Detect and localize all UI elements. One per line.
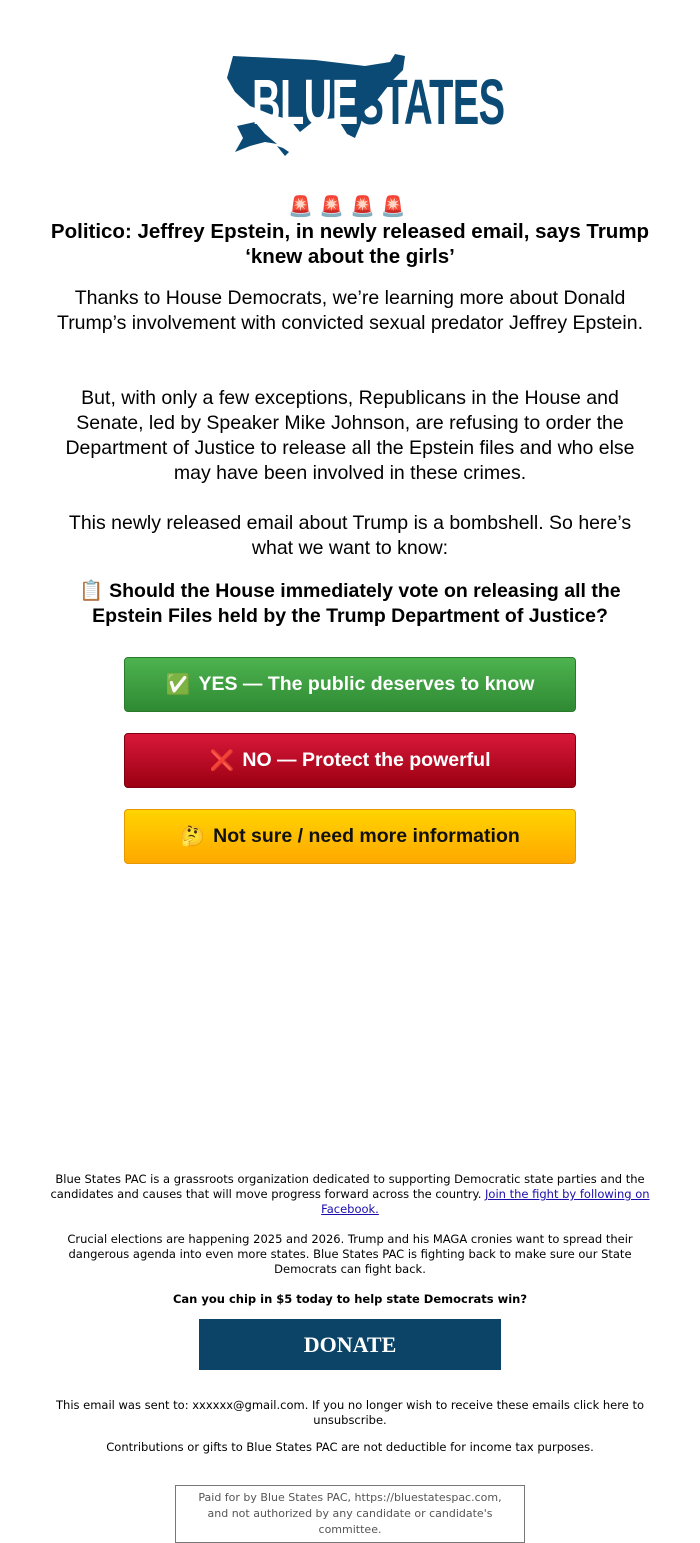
paid-for-box [175, 1485, 525, 1543]
logo-text-blue: BLUE [252, 66, 358, 138]
paragraph-2: But, with only a few exceptions, Republicans in the House and Senate, led by Speaker Mike Johnson, are refusing to order the Department of Justice to release all the Epstein files and who else may have been involved in these crimes. [65, 387, 635, 484]
logo-text-states: STATES [357, 66, 505, 138]
no-button[interactable] [124, 733, 576, 788]
not-sure-label: Not sure / need more information [213, 825, 520, 847]
blue-states-logo [215, 48, 505, 158]
yes-button[interactable] [124, 657, 576, 712]
elections-text: Crucial elections are happening 2025 and 2026. Trump and his MAGA cronies want to spread their dangerous agenda into even more states. Blue States PAC is fighting back to make sure our State Democrats can fight back. [67, 1232, 633, 1276]
sent-to-text[interactable]: This email was sent to: xxxxxx@gmail.com. If you no longer wish to receive these emails click here to unsubscribe. [56, 1398, 644, 1427]
tax-disclaimer: Contributions or gifts to Blue States PAC are not deductible for income tax purposes. [106, 1440, 594, 1454]
donate-button[interactable]: DONATE [199, 1319, 501, 1370]
clipboard-icon: 📋 [79, 580, 104, 602]
cross-icon: ❌ [209, 750, 235, 772]
not-sure-button[interactable] [124, 809, 576, 864]
paragraph-3: This newly released email about Trump is a bombshell. So here’s what we want to know: [68, 512, 632, 559]
donate-ask: Can you chip in $5 today to help state Democrats win? [172, 1292, 528, 1306]
about-text [50, 1172, 650, 1217]
headline: Politico: Jeffrey Epstein, in newly released email, says Trump ‘knew about the girls’ [50, 220, 650, 268]
paid-for-text: Paid for by Blue States PAC, https://bluestatespac.com, and not authorized by any candidate or candidate's committee. [198, 1491, 502, 1536]
paragraph-1: Thanks to House Democrats, we’re learning more about Donald Trump’s involvement with convicted sexual predator Jeffrey Epstein. [57, 287, 643, 334]
thinking-face-icon: 🤔 [180, 826, 206, 848]
yes-label: YES — The public deserves to know [198, 673, 535, 695]
facebook-link[interactable]: Join the fight by following on Facebook. [321, 1187, 650, 1216]
check-icon: ✅ [165, 674, 191, 696]
no-label: NO — Protect the powerful [242, 749, 491, 771]
siren-icons: 🚨🚨🚨🚨 [288, 196, 412, 218]
poll-question [50, 579, 650, 629]
poll-question-text: Should the House immediately vote on releasing all the Epstein Files held by the Trump Department of Justice? [92, 580, 621, 627]
about-body: Blue States PAC is a grassroots organization dedicated to supporting Democratic state parties and the candidates and causes that will move progress forward across the country. [50, 1172, 645, 1201]
